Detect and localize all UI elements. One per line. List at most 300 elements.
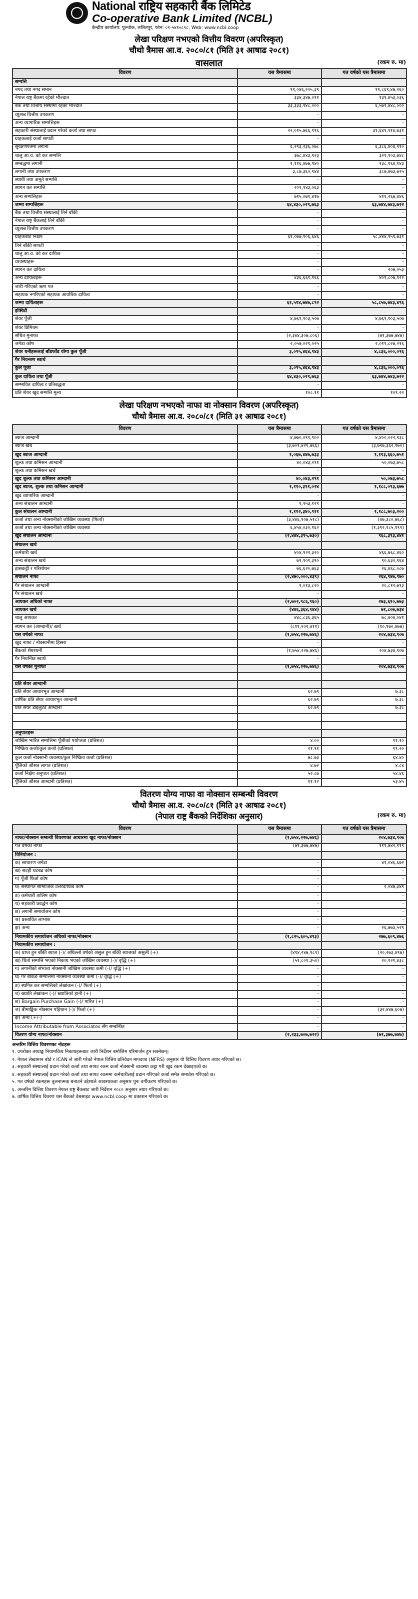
row-label: सुरक्षणपत्रमा लगानी	[13, 144, 238, 152]
value-this-quarter: -	[238, 1015, 322, 1023]
value-this-quarter: -	[238, 1023, 322, 1031]
s3-subtitle: चौथो त्रैमास आ.व. २०८०/८१ (मिति ३१ आषाढ २०८१)	[132, 801, 286, 811]
row-label: ङ) स्थगित कर सम्पत्तिको लेखांकन (-)/ फिर्ता (+)	[13, 982, 238, 990]
table-row	[13, 341, 407, 349]
value-this-quarter: (७१,३७७,७४७)	[238, 843, 322, 851]
s2-subtitle: चौथो त्रैमास आ.व. २०८०/८१ (मिति ३१ आषाढ २०८१)	[132, 412, 286, 422]
row-label: व्युत्पन्न वित्तीय उपकरण	[13, 226, 238, 234]
table-row	[13, 590, 407, 598]
row-label: शुल्क तथा कमिसन खर्च	[13, 468, 238, 476]
value-last-year: १३१,४५३,०३६	[322, 95, 407, 103]
value-last-year: -	[322, 868, 407, 876]
value-this-quarter: -	[238, 974, 322, 982]
col-last-year-quarter: गत वर्षको यस त्रैमासमा	[322, 69, 407, 79]
row-label: स्थगन कर (आम्दानी)/ खर्च	[13, 623, 238, 631]
value-last-year: ४,८३६,०००,०९६	[322, 365, 407, 373]
row-label: छ) Bargain Purchase Gain (-)/ पारित (+)	[13, 999, 238, 1007]
value-this-quarter: -	[238, 210, 322, 218]
col-last-year-quarter: गत वर्षको यस त्रैमासमा	[322, 825, 407, 835]
table-row	[13, 484, 407, 492]
value-this-quarter: (२,४४४,३९५,७३०)	[238, 533, 322, 541]
row-label: वितरण योग्य नाफा/नोक्सान	[13, 1031, 238, 1039]
distributable-profit-section	[0, 789, 418, 1040]
note-item: २. नेपाल लेखामान बोर्ड र ICAN ले जारी गरेको नेपाल वित्तिय प्रतिवेदन मापदण्ड (NFRS) अनुसार यो वित्तिय विवरण तयार गरिएको छ।	[12, 1057, 242, 1063]
note-item: ६. अन्तरिम वित्तिय विवरण नेपाल राष्ट्र बैंकबाट जारी निर्देशन २०८० अनुसार तयार गरिएको छ।	[12, 1087, 169, 1093]
value-last-year: ३८७,४७३,७२५	[322, 169, 407, 177]
value-this-quarter: ७१,९०१,३९०	[238, 558, 322, 566]
header	[0, 0, 418, 58]
value-last-year: -	[322, 1015, 407, 1023]
value-last-year: -	[322, 500, 407, 508]
table-row	[13, 128, 407, 136]
row-label: घ) संस्थागत सामाजिक उत्तरदायित्व कोष	[13, 884, 238, 892]
value-last-year: ९१,८६९,४७,२६०	[322, 87, 407, 95]
table-row	[13, 451, 407, 459]
table-row	[13, 259, 407, 267]
row-label: जगेडा कोष	[13, 341, 238, 349]
value-last-year: ५४.४६	[322, 771, 407, 779]
row-label: आयकर खर्च	[13, 607, 238, 615]
row-label: अन्य संचालन खर्च	[13, 558, 238, 566]
balance-sheet-heading: वासलात	[195, 58, 223, 68]
value-this-quarter: (१,७५४,२२७,७४६)	[238, 835, 322, 843]
value-last-year: ९०,६३०,९६४	[322, 558, 407, 566]
value-last-year: -	[322, 982, 407, 990]
table-row	[13, 152, 407, 160]
row-label: गैर संचालन खर्च	[13, 590, 238, 598]
row-label: प्रति सेयर डाइलुटेड आम्दानी	[13, 705, 238, 713]
table-row	[13, 607, 407, 615]
row-label: कुल संचालन आम्दानी	[13, 509, 238, 517]
value-last-year: -	[322, 999, 407, 1007]
table-row	[13, 917, 407, 925]
value-last-year: ६४.४०	[322, 754, 407, 762]
table-row	[13, 909, 407, 917]
table-row	[13, 1023, 407, 1031]
value-this-quarter: ४३६,६६१,१६६	[238, 275, 322, 283]
table-row	[13, 300, 407, 308]
table-row	[13, 365, 407, 373]
value-this-quarter: -	[238, 982, 322, 990]
value-this-quarter: (३,७०९,४२१,७६६)	[238, 443, 322, 451]
row-label: इक्विटी	[13, 308, 238, 316]
value-last-year: ९६८,३९३,४४१	[322, 533, 407, 541]
value-last-year: ५०,०७३,७५८	[322, 476, 407, 484]
value-this-quarter: -	[238, 925, 322, 933]
value-this-quarter: -	[238, 111, 322, 119]
table-row	[13, 185, 407, 193]
table-row	[13, 267, 407, 275]
value-this-quarter: -	[238, 900, 322, 908]
row-label: जम्मा दायित्वहरू	[13, 300, 238, 308]
row-label: खुद ब्याज आम्दानी	[13, 451, 238, 459]
row-label: कुल कर्जा नोक्सानी व्यवस्था/कुल निष्क्रिय कर्जा (प्रतिशत)	[13, 754, 238, 762]
value-this-quarter: -	[238, 218, 322, 226]
value-this-quarter: -	[238, 999, 322, 1007]
value-last-year: ६,५७९,४४८,०००	[322, 103, 407, 111]
value-last-year: २६,४६८,०८७	[322, 566, 407, 574]
row-label: प्रति सेयर आम्दानी	[13, 680, 238, 688]
table-row	[13, 689, 407, 697]
s1-subtitle: चौथो त्रैमास आ.व. २०८०/८१ (मिति ३१ आषाढ २०८१)	[129, 45, 289, 55]
table-row	[13, 990, 407, 998]
value-this-quarter: २०९,९४३,०६३	[238, 185, 322, 193]
row-label: अन्य व्यापारिक सम्पत्तिहरू	[13, 119, 238, 127]
value-last-year: २७३,६१०,७७३	[322, 599, 407, 607]
table-row	[13, 738, 407, 746]
value-last-year: -	[322, 185, 407, 193]
s1-title: लेखा परिक्षण नभएको वित्तीय विवरण (अपरिस्कृत)	[134, 34, 284, 44]
table-row	[13, 631, 407, 639]
table-row	[13, 119, 407, 127]
table-row	[13, 177, 407, 185]
distributable-profit-table	[12, 824, 407, 1040]
row-label: शुल्क तथा कमिसन आम्दानी	[13, 459, 238, 467]
value-this-quarter: ६२.७९	[238, 705, 322, 713]
value-last-year: -	[322, 283, 407, 291]
col-description: विवरण	[13, 69, 238, 79]
row-label: निष्क्रिय कर्जा/कुल कर्जा (प्रतिशत)	[13, 746, 238, 754]
value-this-quarter: -	[238, 283, 322, 291]
row-label: शेयर प्रिमियम	[13, 324, 238, 332]
value-this-quarter: ४,७७०,०९१,९००	[238, 435, 322, 443]
value-this-quarter	[238, 357, 322, 365]
row-label: नेपाल राष्ट्र बैंकमा रहेको मौज्दात	[13, 95, 238, 103]
row-label: गैर नियन्त्रित स्वार्थ	[13, 656, 238, 664]
table-row	[13, 308, 407, 316]
note-item: ३. सहकारी संस्थालाई प्रदान गरेको कर्जा तथा सापट रकम कर्जा नोक्सानी व्यवस्था कट्टा गरी खुद रकम देखाइएको छ।	[12, 1065, 208, 1071]
row-label	[13, 721, 238, 729]
table-row	[13, 275, 407, 283]
table-row	[13, 468, 407, 476]
value-last-year: ४१,०४६,६७२	[322, 859, 407, 867]
table-row	[13, 705, 407, 713]
table-row	[13, 640, 407, 648]
value-last-year: (२०,२७३,४९७)	[322, 950, 407, 958]
row-label: कुल दायित्व तथा पूँजी	[13, 373, 238, 381]
value-this-quarter	[238, 851, 322, 859]
row-label: स्थायी तथा अमूर्त सम्पत्ति	[13, 177, 238, 185]
row-label: संचित मुनाफा	[13, 332, 238, 340]
bank-name-nepali: National राष्ट्रिय सहकारी बैंक लिमिटेड	[92, 1, 251, 13]
table-row	[13, 144, 407, 152]
row-label: खुद संचालन आम्दानी	[13, 533, 238, 541]
value-this-quarter	[238, 680, 322, 688]
row-label: बैंकको शेयरधनी	[13, 648, 238, 656]
row-label: व्यवस्थाहरू	[13, 259, 238, 267]
row-label: वार्षिक प्रति सेयर आधारभूत आम्दानी	[13, 697, 238, 705]
value-last-year: -	[322, 324, 407, 332]
value-this-quarter: ३,८७,३६०,९४४	[238, 169, 322, 177]
value-last-year: (३२,४४७,६०७)	[322, 1007, 407, 1015]
value-last-year: -	[322, 974, 407, 982]
row-label: खुद नाफा / नोक्सानीमा हिस्सा	[13, 640, 238, 648]
balance-sheet-table	[12, 68, 407, 398]
table-row	[13, 672, 407, 680]
value-last-year: ६३,७४४,७४३,७२२	[322, 373, 407, 381]
value-last-year: ११.१०	[322, 738, 407, 746]
value-this-quarter: ७८.७३	[238, 754, 322, 762]
table-row	[13, 381, 407, 389]
s2-title: लेखा परिक्षण नभएको नाफा वा नोक्सान विवरण (अपरिस्कृत)	[119, 400, 299, 411]
value-this-quarter: ४.००	[238, 738, 322, 746]
row-label: सम्भावित दायित्व र प्रतिबद्धता	[13, 381, 238, 389]
value-last-year: -	[322, 909, 407, 917]
value-this-quarter: १,११०,३९१,०२४	[238, 484, 322, 492]
row-label: तिर्न बाँकी सापटी	[13, 242, 238, 250]
table-row	[13, 169, 407, 177]
table-row	[13, 582, 407, 590]
value-last-year: ६३,७४४,७४३,७२२	[322, 201, 407, 209]
value-last-year: ४.८४	[322, 762, 407, 770]
row-label	[13, 713, 238, 721]
value-last-year: (४७,३८०,७६८)	[322, 517, 407, 525]
table-row	[13, 517, 407, 525]
value-this-quarter: १,११६,४७७,९४०	[238, 160, 322, 168]
table-row	[13, 250, 407, 258]
value-this-quarter: (१,७५४,२२७,७४६)	[238, 664, 322, 672]
value-this-quarter: -	[238, 291, 322, 299]
table-row	[13, 868, 407, 876]
value-this-quarter: (१,७५४,२२७,७४६)	[238, 631, 322, 639]
value-this-quarter: १,०१३,८२०	[238, 582, 322, 590]
value-this-quarter: ६४,४३०,०२९,७६३	[238, 373, 322, 381]
value-this-quarter	[238, 541, 322, 549]
value-this-quarter: (४४६,३६४,९४४)	[238, 607, 322, 615]
table-row	[13, 79, 407, 87]
row-label: यस वर्षको मुनाफा	[13, 664, 238, 672]
value-this-quarter: -	[238, 177, 322, 185]
table-row	[13, 226, 407, 234]
value-last-year: -	[322, 876, 407, 884]
row-label: ह्रासकट्टी र परिशोधन	[13, 566, 238, 574]
row-label: खुद शुल्क तथा कमिसन आम्दानी	[13, 476, 238, 484]
value-last-year: -	[322, 381, 407, 389]
value-this-quarter: -	[238, 267, 322, 275]
value-this-quarter: ३३४,३४७,०९१	[238, 95, 322, 103]
table-row	[13, 999, 407, 1007]
table-row	[13, 357, 407, 365]
table-row	[13, 316, 407, 324]
row-label: अन्य संचालन आम्दानी	[13, 500, 238, 508]
row-label: ग्राहकलाई कर्जा सापटी	[13, 136, 238, 144]
row-label: क) साधारण जगेडा	[13, 859, 238, 867]
value-last-year	[322, 713, 407, 721]
value-this-quarter: २,०५७,०२१,०२५	[238, 341, 322, 349]
row-label: अन्य सम्पत्तिहरू	[13, 193, 238, 201]
row-label: झ) अन्य (+/-)	[13, 1015, 238, 1023]
value-last-year	[322, 541, 407, 549]
value-this-quarter	[238, 308, 322, 316]
value-this-quarter: १०८.११	[238, 390, 322, 398]
value-this-quarter: -	[238, 868, 322, 876]
row-label: नगद तथा नगद समान	[13, 87, 238, 95]
value-last-year: -	[322, 250, 407, 258]
amount-unit-1: (रकम रु. मा)	[377, 60, 406, 66]
value-this-quarter: (८११,२०१,४११)	[238, 623, 322, 631]
value-this-quarter: (४१४,२४७,९८९)	[238, 950, 322, 958]
row-label: जारी गरिएको ऋण पत्र	[13, 283, 238, 291]
value-last-year: -	[322, 218, 407, 226]
col-this-quarter: यस त्रैमासमा	[238, 69, 322, 79]
row-label: च) सहकारी प्रवर्द्धन कोष	[13, 900, 238, 908]
income-statement-table	[12, 424, 407, 787]
value-this-quarter: -	[238, 892, 322, 900]
value-last-year	[322, 308, 407, 316]
note-item: ७. वार्षिक वित्तिय विवरण यस बैंकको वेबसाइट www.ncbl.coop मा प्रकाशन गरिएको छ।	[12, 1094, 169, 1100]
table-row	[13, 950, 407, 958]
value-last-year: -	[322, 242, 407, 250]
notes-list	[12, 1049, 406, 1101]
row-label: सहायक नगरिएको सहायक आवधिक दायित्व	[13, 291, 238, 299]
value-last-year: (३,७९७,३६२,९७०)	[322, 443, 407, 451]
col-last-year-quarter: गत वर्षको यस त्रैमासमा	[322, 425, 407, 435]
table-row	[13, 525, 407, 533]
balance-sheet-section	[0, 58, 418, 398]
row-label: ब्याज खर्च	[13, 443, 238, 451]
value-last-year: ७.३८	[322, 689, 407, 697]
value-this-quarter: ३,०९५,४६४,९४३	[238, 349, 322, 357]
value-last-year	[322, 851, 407, 859]
value-last-year	[322, 721, 407, 729]
table-row	[13, 283, 407, 291]
value-last-year: ७.३८	[322, 697, 407, 705]
value-last-year: १,१८८,७०३,२००	[322, 509, 407, 517]
value-last-year: ३१,६४९,९१४,७३१	[322, 128, 407, 136]
value-this-quarter: २२,०१५,७६६,९९६	[238, 128, 322, 136]
value-this-quarter: (३,४४६,९०७,५१८)	[238, 517, 322, 525]
value-this-quarter: -	[238, 250, 322, 258]
value-last-year: २,०४७,३४९	[322, 884, 407, 892]
table-row	[13, 933, 407, 941]
row-label: ज) प्रस्तावित लाभांश	[13, 917, 238, 925]
value-last-year: ४६६,७६८,४६०	[322, 549, 407, 557]
row-label: संचालन खर्च	[13, 541, 238, 549]
table-row	[13, 103, 407, 111]
value-last-year: -	[322, 136, 407, 144]
value-this-quarter: -	[238, 884, 322, 892]
value-last-year: ५८,४४४,९५९,७३१	[322, 234, 407, 242]
value-last-year: ४०९,८०७,१२२	[322, 275, 407, 283]
table-row	[13, 982, 407, 990]
table-row	[13, 680, 407, 688]
table-row	[13, 201, 407, 209]
amount-unit-3: (रकम रु. मा)	[377, 813, 406, 820]
value-this-quarter: ४,७६९,१०३,५०७	[238, 316, 322, 324]
value-this-quarter: ७१५,०७१,४१७	[238, 193, 322, 201]
value-last-year: ३२१,९०३,७४८	[322, 152, 407, 160]
value-last-year: -	[322, 892, 407, 900]
value-this-quarter: ३७८,४४३,९२३	[238, 152, 322, 160]
value-this-quarter: ४.७२	[238, 762, 322, 770]
value-last-year: ४,७६९,१०३,५०७	[322, 316, 407, 324]
table-row	[13, 762, 407, 770]
table-row	[13, 900, 407, 908]
table-row	[13, 390, 407, 398]
table-row	[13, 754, 407, 762]
value-last-year: ७८,४०४,०४१	[322, 615, 407, 623]
row-label: बैंक तथा वित्तीय संस्थालाई तिर्न बाँकी	[13, 210, 238, 218]
row-label: शेयर धनीहरूलाई बाँडफाँड योग्य कुल पूँजी	[13, 349, 238, 357]
table-row	[13, 925, 407, 933]
value-last-year: ५३.४५	[322, 779, 407, 787]
row-label: अन्य दायित्वहरू	[13, 275, 238, 283]
table-row	[13, 509, 407, 517]
row-label: पूँजिको औसत लागत (प्रतिशत)	[13, 762, 238, 770]
value-last-year	[322, 730, 407, 738]
table-row	[13, 492, 407, 500]
bank-address: केन्द्रीय कार्यालय: पुल्चोक, ललितपुर, फोन: ०१-५४१०८९८, Web: www.ncbl.coop	[92, 26, 239, 31]
value-last-year: २०४,७३४,९०७	[322, 835, 407, 843]
col-this-quarter: यस त्रैमासमा	[238, 425, 322, 435]
value-this-quarter: -	[238, 119, 322, 127]
row-label: कर्मचारी खर्च	[13, 549, 238, 557]
value-last-year: २०७,०५३	[322, 267, 407, 275]
value-last-year: २६,७७३,५२९	[322, 925, 407, 933]
value-this-quarter: -	[238, 917, 322, 925]
value-this-quarter: ६,२९३,२३६,०७८	[238, 144, 322, 152]
value-last-year: २०,१२१,४३८	[322, 958, 407, 966]
value-this-quarter: ११.१२	[238, 779, 322, 787]
table-row	[13, 746, 407, 754]
row-label: चालु आ.व. को कर सम्पत्ति	[13, 152, 238, 160]
value-this-quarter: ५२.८७	[238, 771, 322, 779]
table-row	[13, 664, 407, 672]
value-last-year: ७१,८०७,७३४	[322, 607, 407, 615]
value-this-quarter: -	[238, 966, 322, 974]
table-row	[13, 892, 407, 900]
value-this-quarter: ६१,५१४,७४७,८९२	[238, 300, 322, 308]
value-this-quarter: ७६,६२०,७६३	[238, 566, 322, 574]
value-last-year: (१,३९२,१८५,१९९)	[322, 525, 407, 533]
row-label: क) प्राप्त हुन बाँकी ब्याज (-)/ अघिल्लो वर्षको असुल हुन बाँकी ब्याजको असुली (+)	[13, 950, 238, 958]
row-label: नियामकीय समायोजन अघिको नाफा/नोक्सान	[13, 933, 238, 941]
note-item: १. उपरोक्त तथ्याङ्क नियामकिय निकायहरूबाट जारी निर्देशन बमोजिम परिमार्जन हुन सक्नेछन्।	[12, 1050, 169, 1056]
row-label: ज) बीमाङ्किक नोक्सान पहिचान (-)/ फिर्ता (+)	[13, 1007, 238, 1015]
table-row	[13, 851, 407, 859]
value-last-year: -	[322, 990, 407, 998]
col-this-quarter: यस त्रैमासमा	[238, 825, 322, 835]
row-label: विनियोजन :	[13, 851, 238, 859]
value-this-quarter: ४०,०४३,२९१	[238, 459, 322, 467]
s3-subtitle2: (नेपाल राष्ट्र बैंकको निर्देशिका अनुसार)	[155, 812, 263, 822]
row-label: चालु आ.व. को कर दायित्व	[13, 250, 238, 258]
table-row	[13, 974, 407, 982]
value-this-quarter: (२,७०२,९८६,९६०)	[238, 599, 322, 607]
table-row	[13, 958, 407, 966]
row-label: सम्पत्ति	[13, 79, 238, 87]
value-last-year: -	[322, 966, 407, 974]
value-this-quarter: -	[238, 590, 322, 598]
row-label: घ) गैर बैंकिङ सम्पत्तिमा नोक्सानी व्यवस्था कमी (-)/ वृद्धि (+)	[13, 974, 238, 982]
value-last-year: -	[322, 900, 407, 908]
row-label: बैंक तथा वित्तीय संस्थामा रहेको मौज्दात	[13, 103, 238, 111]
table-row	[13, 721, 407, 729]
table-row	[13, 193, 407, 201]
col-description: विवरण	[13, 825, 238, 835]
value-this-quarter: -	[238, 909, 322, 917]
value-this-quarter: -	[238, 381, 322, 389]
value-last-year: २६४,९४७,९७०	[322, 574, 407, 582]
table-row	[13, 476, 407, 484]
row-label: नाफा/नोक्सान सम्बन्धी विवरणका आधारमा खुद नाफा/नोक्सान	[13, 835, 238, 843]
table-row	[13, 1031, 407, 1039]
table-row	[13, 242, 407, 250]
table-row	[13, 136, 407, 144]
row-label: Income Attributable from Associates सँग सम्बन्धित	[13, 1023, 238, 1031]
table-row	[13, 95, 407, 103]
row-label: सम्बद्धमा लगानी	[13, 160, 238, 168]
